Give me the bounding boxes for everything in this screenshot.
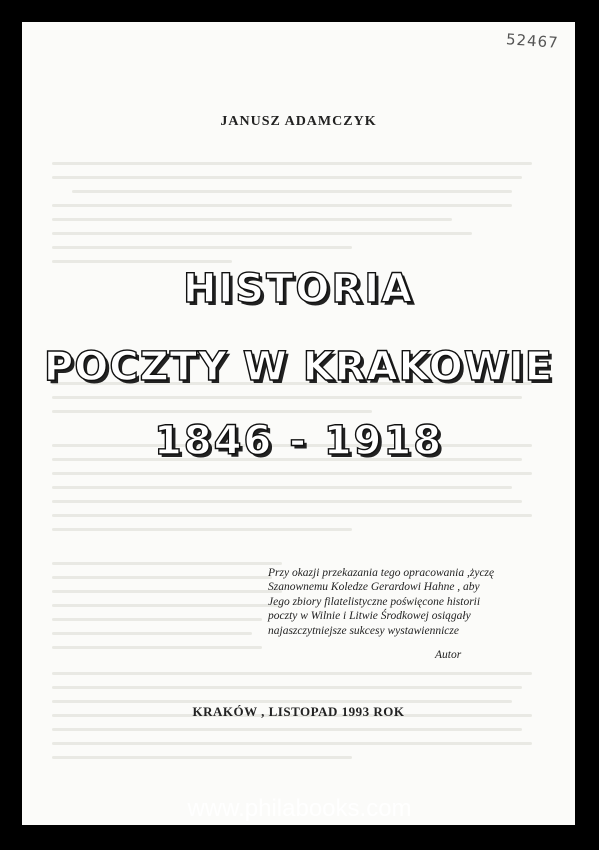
- bleed-through-line: [52, 246, 352, 249]
- dedication-signature: Autor: [435, 649, 462, 661]
- dedication-line: najaszczytniejsze sukcesy wystawiennicze: [268, 624, 459, 637]
- bleed-through-line: [72, 190, 512, 193]
- bleed-through-line: [52, 618, 262, 621]
- bleed-through-line: [52, 604, 282, 607]
- bleed-through-line: [52, 700, 512, 703]
- place-and-date: KRAKÓW , LISTOPAD 1993 ROK: [192, 704, 405, 719]
- bleed-through-line: [52, 562, 282, 565]
- title-line-1: HISTORIA: [182, 266, 415, 312]
- bleed-through-line: [52, 260, 232, 263]
- bleed-through-line: [52, 486, 512, 489]
- bleed-through-line: [52, 646, 262, 649]
- bleed-through-line: [52, 162, 532, 165]
- bleed-through-line: [52, 218, 452, 221]
- title-line-3: 1846 - 1918: [153, 418, 444, 464]
- dedication-line: Szanownemu Koledze Gerardowi Hahne , aby: [268, 581, 480, 594]
- handwritten-catalog-number: 52467: [505, 30, 560, 52]
- bleed-through-line: [52, 514, 532, 517]
- bleed-through-line: [52, 528, 352, 531]
- bleed-through-line: [52, 672, 532, 675]
- bleed-through-line: [52, 590, 282, 593]
- bleed-through-line: [52, 472, 532, 475]
- bleed-through-line: [52, 500, 522, 503]
- bleed-through-line: [52, 686, 522, 689]
- dedication-line: poczty w Wilnie i Litwie Środkowej osiągały: [268, 610, 471, 623]
- watermark-url: www.philabooks.com: [187, 795, 412, 822]
- bleed-through-line: [52, 742, 532, 745]
- dedication-line: Przy okazji przekazania tego opracowania ,życzę: [268, 567, 495, 579]
- bleed-through-line: [52, 232, 472, 235]
- bleed-through-line: [52, 176, 522, 179]
- bleed-through-line: [52, 204, 512, 207]
- bleed-through-line: [52, 410, 372, 413]
- document-page: [22, 22, 575, 825]
- author-name: JANUSZ ADAMCZYK: [220, 114, 377, 129]
- dedication-text: [268, 566, 538, 638]
- bleed-through-line: [52, 756, 352, 759]
- dedication-line: Jego zbiory filatelistyczne poświęcone historii: [268, 595, 481, 608]
- bleed-through-line: [52, 576, 272, 579]
- bleed-through-line: [52, 632, 252, 635]
- title-line-2: POCZTY W KRAKOWIE: [43, 344, 554, 390]
- bleed-through-line: [52, 396, 522, 399]
- bleed-through-line: [52, 728, 522, 731]
